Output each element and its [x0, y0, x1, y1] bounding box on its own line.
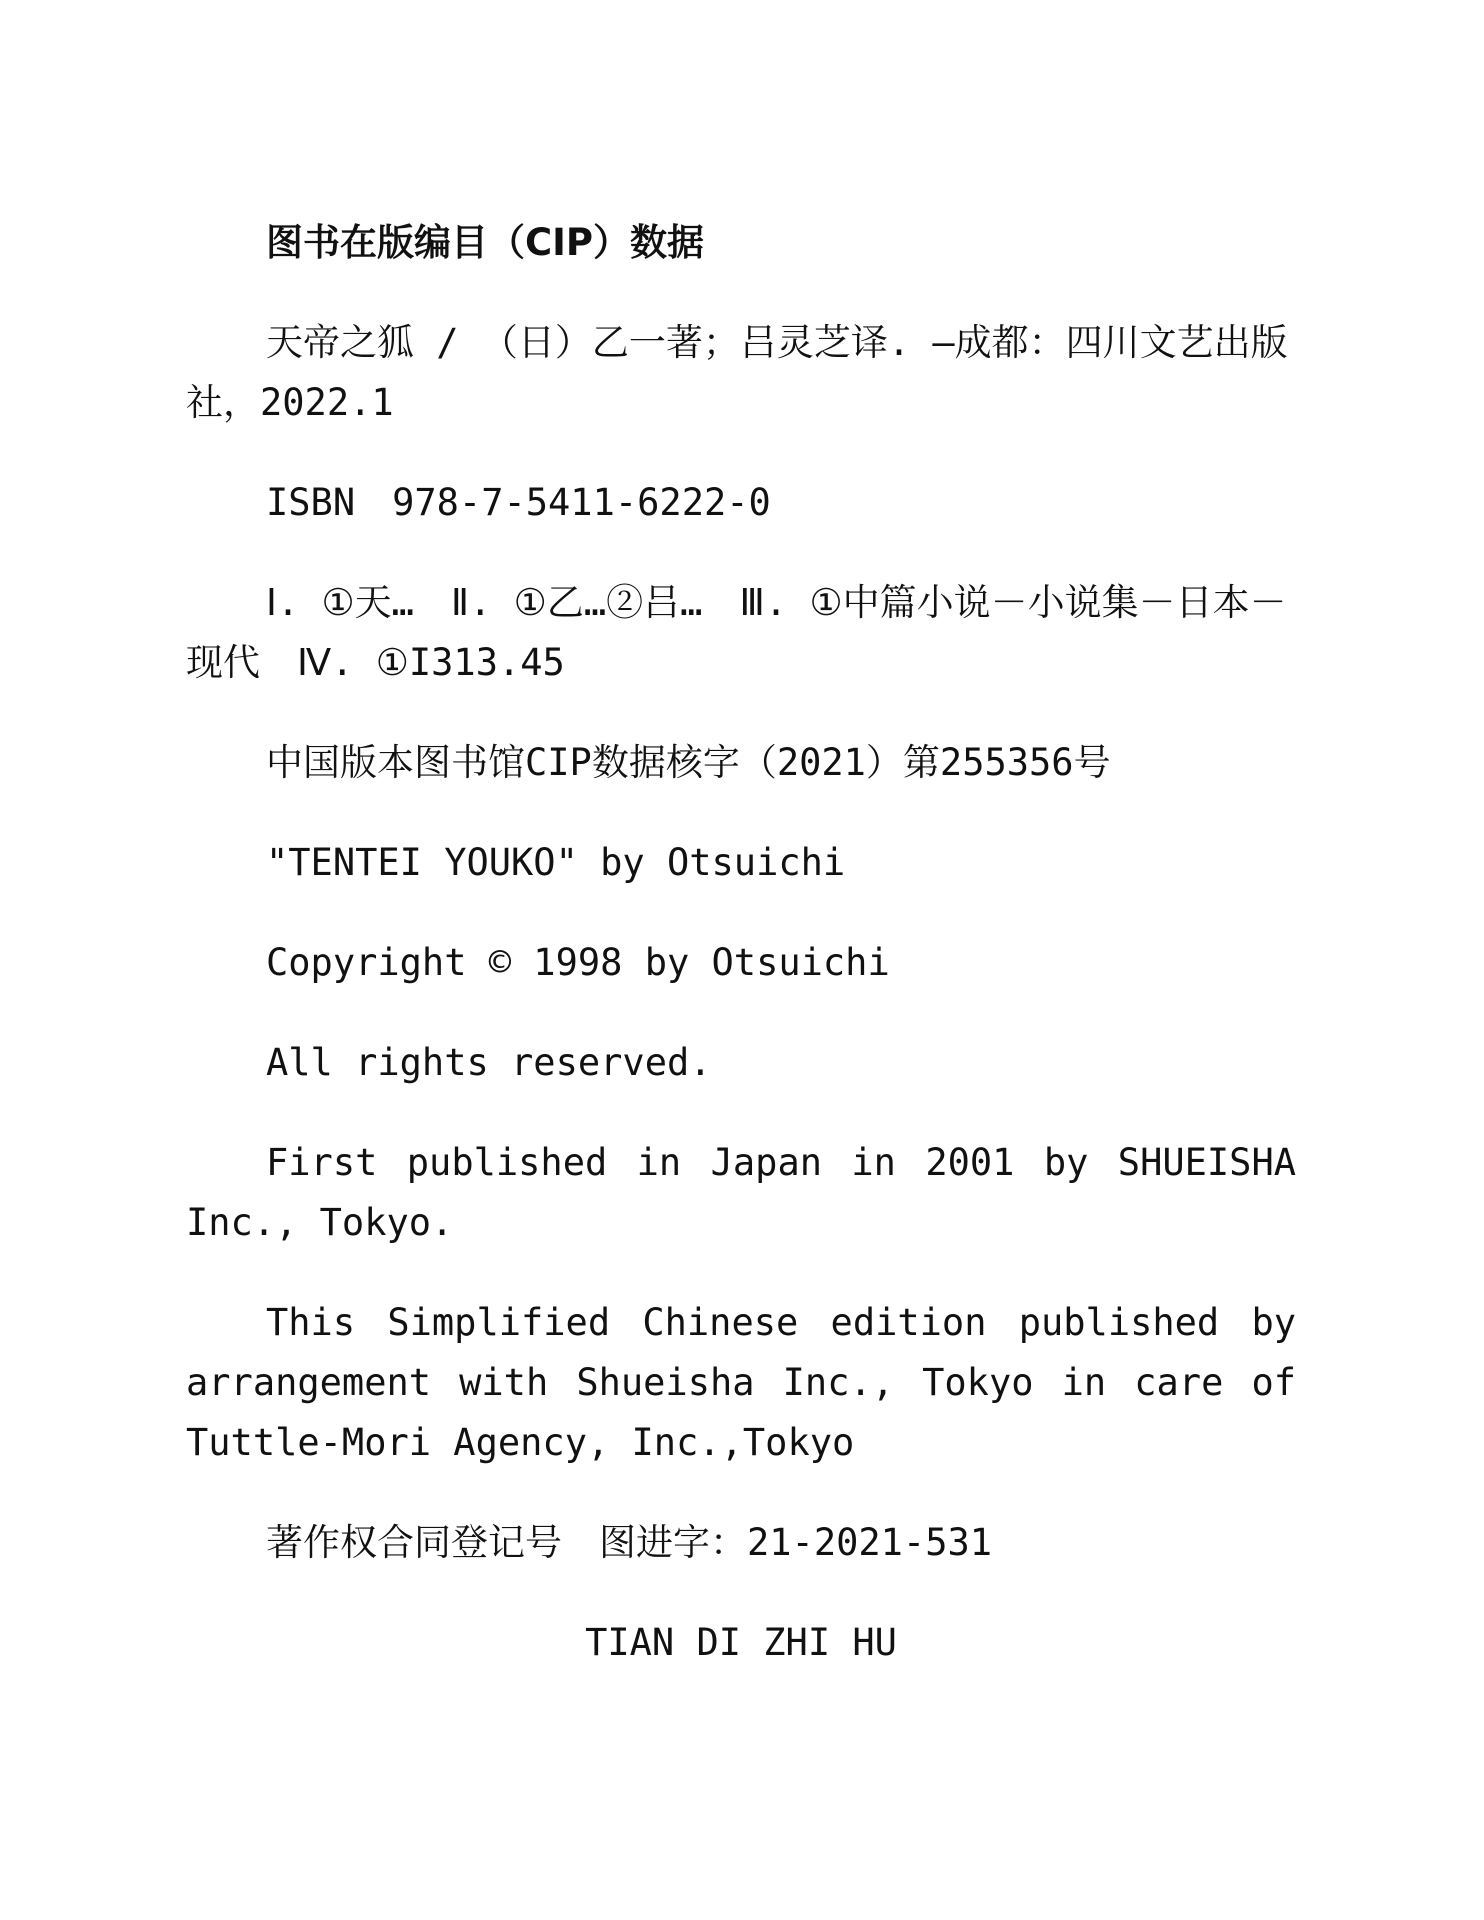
- copyright-line: Copyright © 1998 by Otsuichi: [266, 941, 890, 984]
- classification-line: Ⅰ. ①天… Ⅱ. ①乙…②吕… Ⅲ. ①中篇小说－小说集－日本－现代 Ⅳ. ①I313.45: [186, 581, 1287, 684]
- rights-reserved-line: All rights reserved.: [266, 1041, 712, 1084]
- cip-entry: 天帝之狐 / （日）乙一著；吕灵芝译. —成都：四川文艺出版社，2022.1: [186, 321, 1288, 424]
- library-record-line: 中国版本图书馆CIP数据核字（2021）第255356号: [266, 741, 1111, 784]
- cip-heading: 图书在版编目（CIP）数据: [266, 221, 705, 264]
- original-title-line: "TENTEI YOUKO" by Otsuichi: [266, 841, 846, 884]
- first-published-line: First published in Japan in 2001 by SHUEISHA Inc., Tokyo.: [186, 1141, 1296, 1244]
- pinyin-title: TIAN DI ZHI HU: [585, 1621, 897, 1664]
- contract-registration-line: 著作权合同登记号 图进字：21-2021-531: [266, 1521, 993, 1564]
- isbn-line: ISBN 978-7-5411-6222-0: [266, 481, 771, 524]
- arrangement-paragraph: This Simplified Chinese edition published by arrangement with Shueisha Inc., Tokyo in care of Tuttle-Mori Agency, Inc.,Tokyo: [186, 1301, 1296, 1464]
